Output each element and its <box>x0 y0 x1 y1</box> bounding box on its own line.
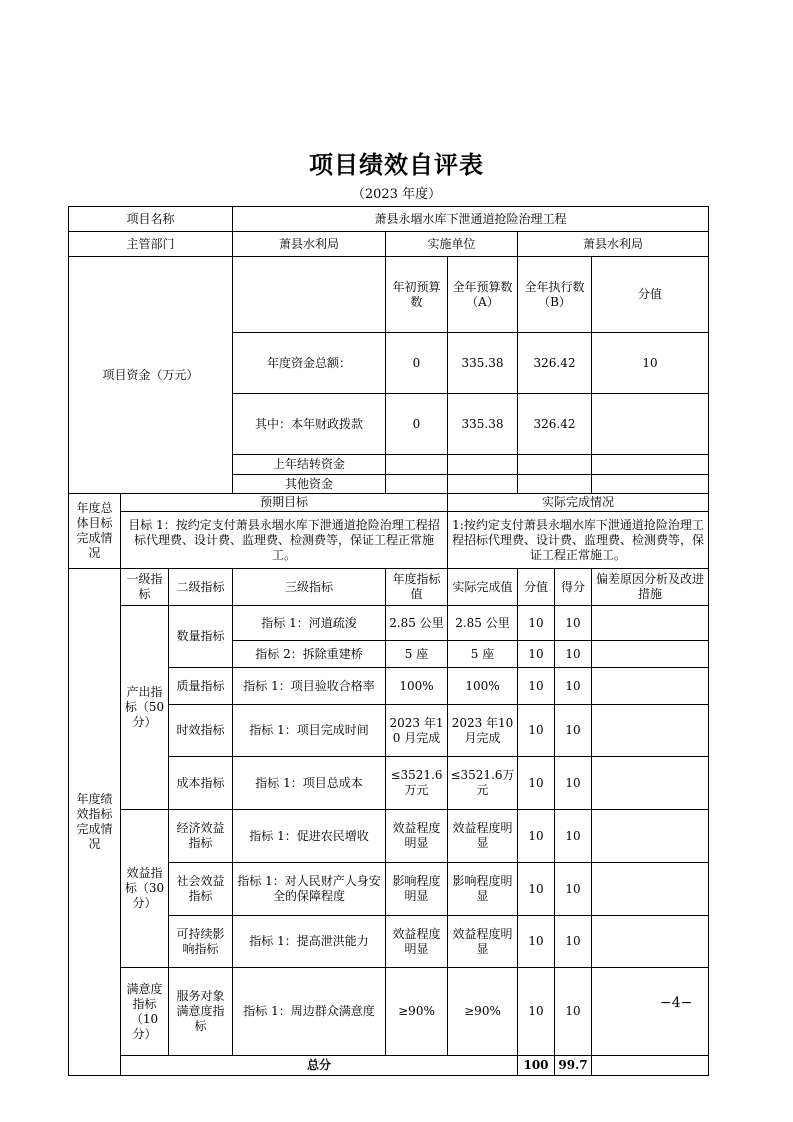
perf-header: 分值 <box>518 569 555 606</box>
funds-header-row <box>69 257 709 333</box>
l3: 指标 1：项目总成本 <box>233 757 386 810</box>
weight: 10 <box>518 641 555 668</box>
actual: 2023 年10月完成 <box>448 705 518 757</box>
dept-value: 萧县水利局 <box>233 232 386 257</box>
perf-row <box>69 968 709 1056</box>
actual-header: 实际完成情况 <box>448 494 709 512</box>
actual: 影响程度明显 <box>448 863 518 916</box>
score: 10 <box>555 668 592 705</box>
total-note <box>592 1056 709 1076</box>
target: ≤3521.6万元 <box>386 757 448 810</box>
funds-executed <box>518 475 592 494</box>
l3: 指标 1：项目验收合格率 <box>233 668 386 705</box>
note <box>592 606 709 641</box>
note <box>592 668 709 705</box>
l2: 质量指标 <box>169 668 233 705</box>
score: 10 <box>555 810 592 863</box>
funds-executed: 326.42 <box>518 333 592 394</box>
weight: 10 <box>518 668 555 705</box>
total-score: 99.7 <box>555 1056 592 1076</box>
goal-content-row <box>69 512 709 569</box>
project-name-row <box>69 207 709 232</box>
evaluation-table <box>68 206 709 1076</box>
perf-row <box>69 606 709 641</box>
total-label: 总分 <box>121 1056 518 1076</box>
funds-header-blank <box>233 257 386 333</box>
l3: 指标 1：项目完成时间 <box>233 705 386 757</box>
funds-initial <box>386 455 448 475</box>
funds-budget: 335.38 <box>448 333 518 394</box>
note <box>592 968 709 1056</box>
unit-label: 实施单位 <box>386 232 518 257</box>
funds-header: 分值 <box>592 257 709 333</box>
actual: ≥90% <box>448 968 518 1056</box>
expected-goal: 目标 1：按约定支付萧县永堌水库下泄通道抢险治理工程招标代理费、设计费、监理费、检测费等，保证工程正常施工。 <box>121 512 448 569</box>
actual: 100% <box>448 668 518 705</box>
funds-row-label: 其中：本年财政拨款 <box>233 394 386 455</box>
funds-budget <box>448 455 518 475</box>
dept-label: 主管部门 <box>69 232 233 257</box>
expected-header: 预期目标 <box>121 494 448 512</box>
perf-header: 三级指标 <box>233 569 386 606</box>
note <box>592 705 709 757</box>
score: 10 <box>555 916 592 968</box>
score: 10 <box>555 606 592 641</box>
funds-header: 年初预算数 <box>386 257 448 333</box>
note <box>592 810 709 863</box>
perf-header: 一级指标 <box>121 569 169 606</box>
level1-benefit: 效益指标（30分） <box>121 810 169 968</box>
actual: 效益程度明显 <box>448 916 518 968</box>
note <box>592 757 709 810</box>
funds-budget: 335.38 <box>448 394 518 455</box>
perf-row <box>69 810 709 863</box>
funds-header: 全年执行数（B） <box>518 257 592 333</box>
target: 影响程度明显 <box>386 863 448 916</box>
weight: 10 <box>518 810 555 863</box>
unit-value: 萧县水利局 <box>518 232 709 257</box>
project-name-value: 萧县永堌水库下泄通道抢险治理工程 <box>233 207 709 232</box>
note <box>592 641 709 668</box>
goal-header-row <box>69 494 709 512</box>
perf-header: 实际完成值 <box>448 569 518 606</box>
perf-header: 得分 <box>555 569 592 606</box>
target: 2023 年10 月完成 <box>386 705 448 757</box>
weight: 10 <box>518 968 555 1056</box>
funds-initial: 0 <box>386 394 448 455</box>
score: 10 <box>555 757 592 810</box>
l2: 经济效益指标 <box>169 810 233 863</box>
department-row <box>69 232 709 257</box>
score: 10 <box>555 641 592 668</box>
funds-row-label: 其他资金 <box>233 475 386 494</box>
page-number: −4− <box>660 995 693 1011</box>
funds-label: 项目资金（万元） <box>69 257 233 494</box>
target: 5 座 <box>386 641 448 668</box>
actual-goal: 1:按约定支付萧县永堌水库下泄通道抢险治理工程招标代理费、设计费、监理费、检测费等，保证工程正常施工。 <box>448 512 709 569</box>
funds-header: 全年预算数（A） <box>448 257 518 333</box>
perf-header: 二级指标 <box>169 569 233 606</box>
note <box>592 863 709 916</box>
weight: 10 <box>518 757 555 810</box>
l3: 指标 1：提高泄洪能力 <box>233 916 386 968</box>
l2: 服务对象满意度指标 <box>169 968 233 1056</box>
funds-weight <box>592 475 709 494</box>
weight: 10 <box>518 606 555 641</box>
funds-executed: 326.42 <box>518 394 592 455</box>
score: 10 <box>555 863 592 916</box>
funds-initial <box>386 475 448 494</box>
weight: 10 <box>518 705 555 757</box>
funds-weight <box>592 394 709 455</box>
l2: 成本指标 <box>169 757 233 810</box>
funds-initial: 0 <box>386 333 448 394</box>
target: 2.85 公里 <box>386 606 448 641</box>
l2: 数量指标 <box>169 606 233 668</box>
target: 效益程度明显 <box>386 810 448 863</box>
weight: 10 <box>518 916 555 968</box>
weight: 10 <box>518 863 555 916</box>
perf-header: 年度指标值 <box>386 569 448 606</box>
l3: 指标 1：对人民财产人身安全的保障程度 <box>233 863 386 916</box>
funds-row-label: 上年结转资金 <box>233 455 386 475</box>
perf-header: 偏差原因分析及改进措施 <box>592 569 709 606</box>
level1-output: 产出指标（50分） <box>121 606 169 810</box>
funds-row-label: 年度资金总额： <box>233 333 386 394</box>
perf-label: 年度绩效指标完成情况 <box>69 569 121 1076</box>
perf-header-row <box>69 569 709 606</box>
project-name-label: 项目名称 <box>69 207 233 232</box>
l2: 可持续影响指标 <box>169 916 233 968</box>
funds-weight <box>592 455 709 475</box>
l3: 指标 1：周边群众满意度 <box>233 968 386 1056</box>
total-row <box>69 1056 709 1076</box>
funds-executed <box>518 455 592 475</box>
actual: 效益程度明显 <box>448 810 518 863</box>
target: 100% <box>386 668 448 705</box>
l3: 指标 1：促进农民增收 <box>233 810 386 863</box>
l2: 社会效益指标 <box>169 863 233 916</box>
actual: ≤3521.6万元 <box>448 757 518 810</box>
funds-weight: 10 <box>592 333 709 394</box>
score: 10 <box>555 705 592 757</box>
note <box>592 916 709 968</box>
target: 效益程度明显 <box>386 916 448 968</box>
total-weight: 100 <box>518 1056 555 1076</box>
score: 10 <box>555 968 592 1056</box>
target: ≥90% <box>386 968 448 1056</box>
l2: 时效指标 <box>169 705 233 757</box>
goal-label: 年度总体目标完成情况 <box>69 494 121 569</box>
actual: 5 座 <box>448 641 518 668</box>
page-subtitle: （2023 年度） <box>351 187 442 202</box>
l3: 指标 2：拆除重建桥 <box>233 641 386 668</box>
l3: 指标 1：河道疏浚 <box>233 606 386 641</box>
actual: 2.85 公里 <box>448 606 518 641</box>
funds-budget <box>448 475 518 494</box>
level1-satisfaction: 满意度指标（10分） <box>121 968 169 1056</box>
page-title: 项目绩效自评表 <box>309 150 484 179</box>
